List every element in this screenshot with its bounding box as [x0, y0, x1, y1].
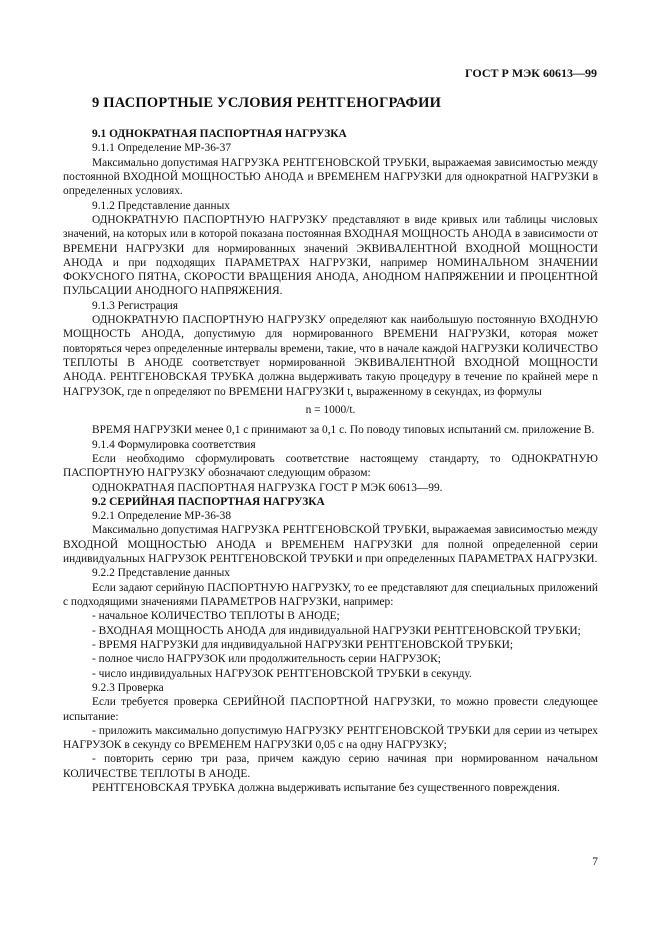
paragraph: ОДНОКРАТНАЯ ПАСПОРТНАЯ НАГРУЗКА ГОСТ Р МЭК 60613—99. — [92, 481, 443, 494]
clause-heading: 9.2.2 Представление данных — [92, 567, 230, 580]
list-item: - приложить максимально допустимую НАГРУЗКУ РЕНТГЕНОВСКОЙ ТРУБКИ для серии из четырех НАГРУЗОК в секунду со ВРЕМЕНЕМ НАГРУЗКИ 0,05 с на одну НАГРУЗКУ; — [63, 724, 598, 752]
subsection-heading: 9.2 СЕРИЙНАЯ ПАСПОРТНАЯ НАГРУЗКА — [92, 495, 325, 508]
paragraph: Если требуется проверка СЕРИЙНОЙ ПАСПОРТНОЙ НАГРУЗКИ, то можно провести следующее испытание: — [63, 696, 598, 723]
clause-heading: 9.2.3 Проверка — [92, 681, 164, 694]
body-text — [63, 127, 598, 795]
paragraph: Максимально допустимая НАГРУЗКА РЕНТГЕНОВСКОЙ ТРУБКИ, выражаемая зависимостью между постоянной ВХОДНОЙ МОЩНОСТЬЮ АНОДА и ВРЕМЕНЕМ НАГРУЗКИ для однократной НАГРУЗКИ в определенных условиях. — [63, 156, 598, 198]
list-item: - повторить серию три раза, причем каждую серию начиная при нормированном начальном КОЛИЧЕСТВЕ ТЕПЛОТЫ В АНОДЕ. — [63, 753, 598, 780]
paragraph: ОДНОКРАТНУЮ ПАСПОРТНУЮ НАГРУЗКУ определяют как наибольшую постоянную ВХОДНУЮ МОЩНОСТЬ АНОДА, допустимую для нормированного ВРЕМЕНИ НАГРУЗКИ, которая может повторяться через определенные интервалы времени, такие, что в начале каждой НАГРУЗКИ КОЛИЧЕСТВО ТЕПЛОТЫ В АНОДЕ соответствует нормированной ЭКВИВАЛЕНТНОЙ ВХОДНОЙ МОЩНОСТИ АНОДА. РЕНТГЕНОВСКАЯ ТРУБКА должна выдерживать такую процедуру в течение по крайней мере n НАГРУЗОК, где n определяют по ВРЕМЕНИ НАГРУЗКИ t, выраженному в секундах, из формулы — [63, 314, 598, 398]
list-item: - число индивидуальных НАГРУЗОК РЕНТГЕНОВСКОЙ ТРУБКИ в секунду. — [92, 667, 472, 680]
section-title: 9 ПАСПОРТНЫЕ УСЛОВИЯ РЕНТГЕНОГРАФИИ — [92, 95, 442, 111]
clause-heading: 9.1.1 Определение МР-36-37 — [92, 142, 232, 155]
list-item: - ВРЕМЯ НАГРУЗКИ для индивидуальной НАГРУЗКИ РЕНТГЕНОВСКОЙ ТРУБКИ; — [92, 638, 513, 651]
page-number: 7 — [592, 856, 598, 868]
paragraph: РЕНТГЕНОВСКАЯ ТРУБКА должна выдерживать испытание без существенного повреждения. — [92, 782, 560, 795]
clause-heading: 9.1.2 Представление данных — [92, 199, 230, 212]
clause-heading: 9.1.4 Формулировка соответствия — [92, 438, 256, 451]
paragraph: ВРЕМЯ НАГРУЗКИ менее 0,1 с принимают за 0,1 с. По поводу типовых испытаний см. приложение В. — [92, 424, 595, 437]
standard-header: ГОСТ Р МЭК 60613—99 — [465, 66, 597, 80]
list-item: - полное число НАГРУЗОК или продолжительность серии НАГРУЗОК; — [92, 653, 441, 666]
list-item: - начальное КОЛИЧЕСТВО ТЕПЛОТЫ В АНОДЕ; — [92, 610, 340, 623]
clause-heading: 9.2.1 Определение МР-36-38 — [92, 510, 232, 523]
clause-heading: 9.1.3 Регистрация — [92, 299, 178, 312]
subsection-heading: 9.1 ОДНОКРАТНАЯ ПАСПОРТНАЯ НАГРУЗКА — [92, 128, 347, 140]
paragraph: ОДНОКРАТНУЮ ПАСПОРТНУЮ НАГРУЗКУ представляют в виде кривых или таблицы числовых значений, на которых или в которой показана постоянная ВХОДНАЯ МОЩНОСТЬ АНОДА в зависимости от ВРЕМЕНИ НАГРУЗКИ для нормированных значений ЭКВИВАЛЕНТНОЙ ВХОДНОЙ МОЩНОСТИ АНОДА и при подходящих ПАРАМЕТРАХ НАГРУЗКИ, например НОМИНАЛЬНОМ ЗНАЧЕНИИ ФОКУСНОГО ПЯТНА, СКОРОСТИ ВРАЩЕНИЯ АНОДА, АНОДНОМ НАПРЯЖЕНИИ И ПРОЦЕНТНОЙ ПУЛЬСАЦИИ АНОДНОГО НАПРЯЖЕНИЯ. — [63, 213, 598, 298]
paragraph: Максимально допустимая НАГРУЗКА РЕНТГЕНОВСКОЙ ТРУБКИ, выражаемая зависимостью между ВХОДНОЙ МОЩНОСТЬЮ АНОДА и ВРЕМЕНЕМ НАГРУЗКИ для полной определенной серии индивидуальных НАГРУЗОК РЕНТГЕНОВСКОЙ ТРУБКИ и при определенных ПАРАМЕТРАХ НАГРУЗКИ. — [63, 524, 598, 566]
list-item: - ВХОДНАЯ МОЩНОСТЬ АНОДА для индивидуальной НАГРУЗКИ РЕНТГЕНОВСКОЙ ТРУБКИ; — [92, 624, 581, 637]
paragraph: Если необходимо сформулировать соответствие настоящему стандарту, то ОДНОКРАТНУЮ ПАСПОРТНУЮ НАГРУЗКУ обозначают следующим образом: — [63, 452, 598, 480]
paragraph: Если задают серийную ПАСПОРТНУЮ НАГРУЗКУ, то ее представляют для специальных приложений с подходящими значениями ПАРАМЕТРОВ НАГРУЗКИ, например: — [63, 581, 598, 608]
formula: n = 1000/t. — [305, 403, 356, 416]
